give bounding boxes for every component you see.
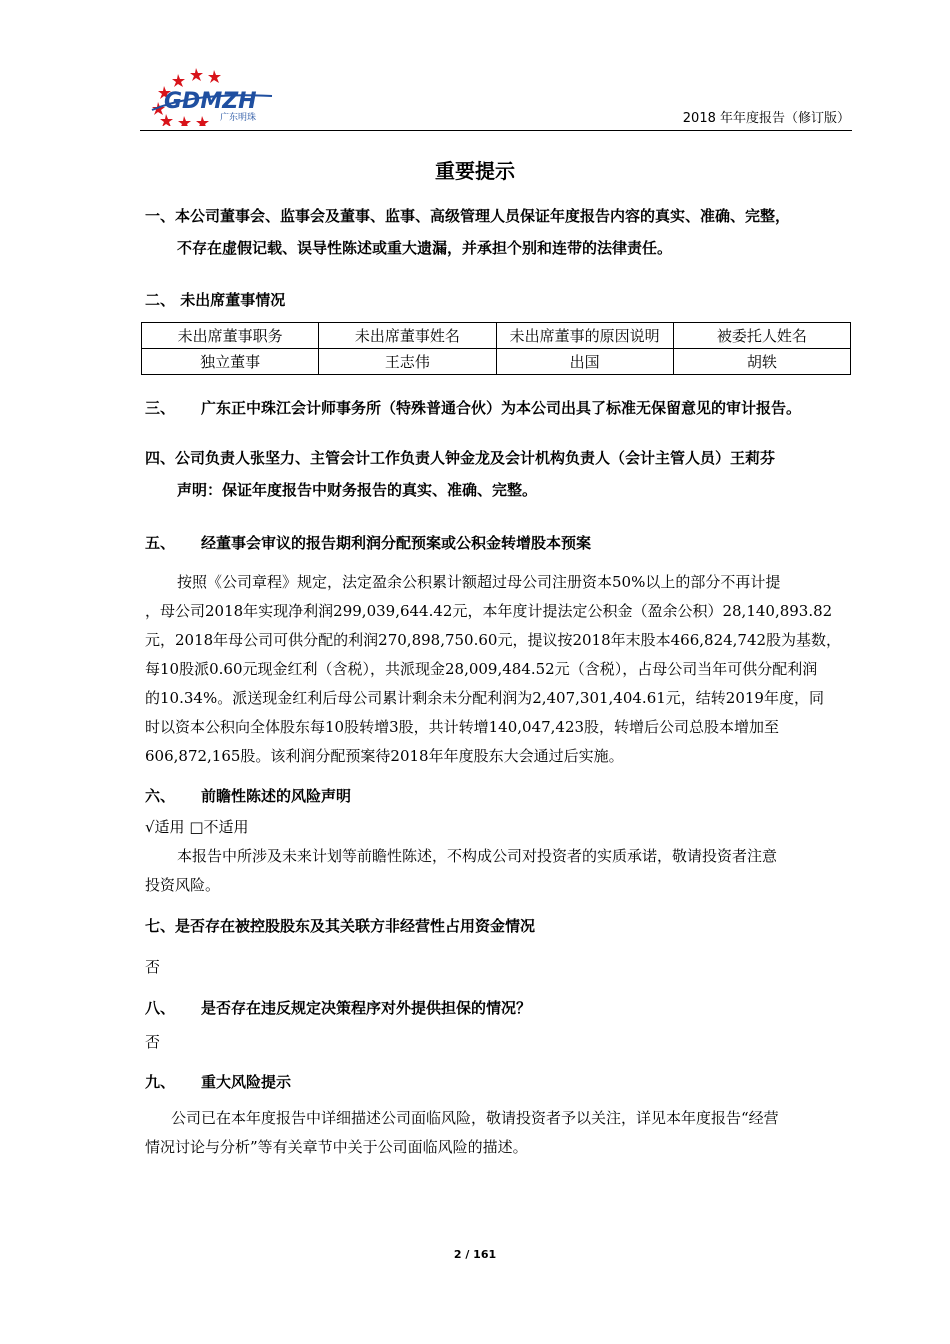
section-6-title: 前瞻性陈述的风险声明 — [201, 787, 352, 805]
section-4-line-1: 四、公司负责人张坚力、主管会计工作负责人钟金龙及会计机构负责人（会计主管人员）王莉芬 — [145, 449, 776, 467]
absent-directors-table — [141, 322, 851, 375]
page-title: 重要提示 — [435, 159, 515, 183]
section-5-line: 按照《公司章程》规定，法定盈余公积累计额超过母公司注册资本50%以上的部分不再计提 — [177, 573, 781, 591]
section-1-line-2: 不存在虚假记载、误导性陈述或重大遗漏，并承担个别和连带的法律责任。 — [177, 239, 673, 257]
svg-text:GDMZH: GDMZH — [164, 89, 257, 114]
section-3-num: 三、 — [145, 399, 176, 417]
section-9-heading — [145, 1066, 853, 1098]
section-6-num: 六、 — [145, 787, 176, 805]
table-cell: 出国 — [496, 349, 673, 375]
section-9-num: 九、 — [145, 1073, 176, 1091]
section-5-line: 的10.34%。派送现金红利后母公司累计剩余未分配利润为2,407,301,404.61元，结转2019年度，同 — [145, 689, 824, 707]
section-8-title: 是否存在违反规定决策程序对外提供担保的情况？ — [201, 999, 532, 1017]
section-5-num: 五、 — [145, 534, 176, 552]
section-1-line-1: 一、本公司董事会、监事会及董事、监事、高级管理人员保证年度报告内容的真实、准确、完整， — [145, 207, 791, 225]
section-6-line: 投资风险。 — [145, 876, 221, 894]
section-5-title: 经董事会审议的报告期利润分配预案或公积金转增股本预案 — [201, 534, 592, 552]
section-5-body — [145, 568, 853, 771]
table-header-cell: 未出席董事姓名 — [319, 323, 496, 349]
section-4-line-2: 声明：保证年度报告中财务报告的真实、准确、完整。 — [177, 481, 538, 499]
section-9-body — [145, 1104, 853, 1162]
company-logo — [144, 62, 284, 126]
table-cell: 王志伟 — [319, 349, 496, 375]
section-7-answer: 否 — [145, 958, 161, 976]
table-cell: 独立董事 — [142, 349, 319, 375]
section-3-text: 广东正中珠江会计师事务所（特殊普通合伙）为本公司出具了标准无保留意见的审计报告。 — [201, 399, 802, 417]
section-4 — [145, 442, 853, 506]
table-header-cell: 被委托人姓名 — [673, 323, 850, 349]
report-title: 2018 年年度报告（修订版） — [682, 111, 850, 126]
section-5-line: 时以资本公积向全体股东每10股转增3股，共计转增140,047,423股，转增后公司总股本增加至 — [145, 718, 780, 736]
section-2-heading: 二、 未出席董事情况 — [145, 291, 286, 309]
section-1 — [145, 200, 853, 264]
table-cell: 胡轶 — [673, 349, 850, 375]
table-header-cell: 未出席董事职务 — [142, 323, 319, 349]
table-row — [142, 349, 851, 375]
section-9-line: 情况讨论与分析”等有关章节中关于公司面临风险的描述。 — [145, 1138, 528, 1156]
section-5-line: 606,872,165股。该利润分配预案待2018年年度股东大会通过后实施。 — [145, 747, 624, 765]
section-6-heading — [145, 780, 853, 812]
section-3 — [145, 392, 853, 424]
section-8-answer: 否 — [145, 1033, 161, 1051]
section-8-heading — [145, 992, 853, 1024]
svg-text:广东明珠: 广东明珠 — [220, 113, 257, 123]
table-header-row — [142, 323, 851, 349]
page-header — [140, 62, 852, 131]
section-7-heading: 七、是否存在被控股股东及其关联方非经营性占用资金情况 — [145, 917, 536, 935]
table-header-cell: 未出席董事的原因说明 — [496, 323, 673, 349]
section-6-body — [145, 813, 853, 900]
section-5-heading — [145, 527, 853, 559]
applicability-options: √适用 □不适用 — [145, 818, 249, 836]
section-9-title: 重大风险提示 — [201, 1073, 292, 1091]
section-5-line: ，母公司2018年实现净利润299,039,644.42元，本年度计提法定公积金（盈余公积）28,140,893.82 — [145, 602, 833, 620]
section-6-line: 本报告中所涉及未来计划等前瞻性陈述，不构成公司对投资者的实质承诺，敬请投资者注意 — [177, 847, 778, 865]
page-number: 2 / 161 — [453, 1248, 497, 1261]
section-5-line: 每10股派0.60元现金红利（含税），共派现金28,009,484.52元（含税），占母公司当年可供分配利润 — [145, 660, 818, 678]
section-5-line: 元，2018年母公司可供分配的利润270,898,750.60元，提议按2018年末股本466,824,742股为基数， — [145, 631, 842, 649]
section-8-num: 八、 — [145, 999, 176, 1017]
section-9-line: 公司已在本年度报告中详细描述公司面临风险，敬请投资者予以关注，详见本年度报告“经营 — [171, 1109, 779, 1127]
